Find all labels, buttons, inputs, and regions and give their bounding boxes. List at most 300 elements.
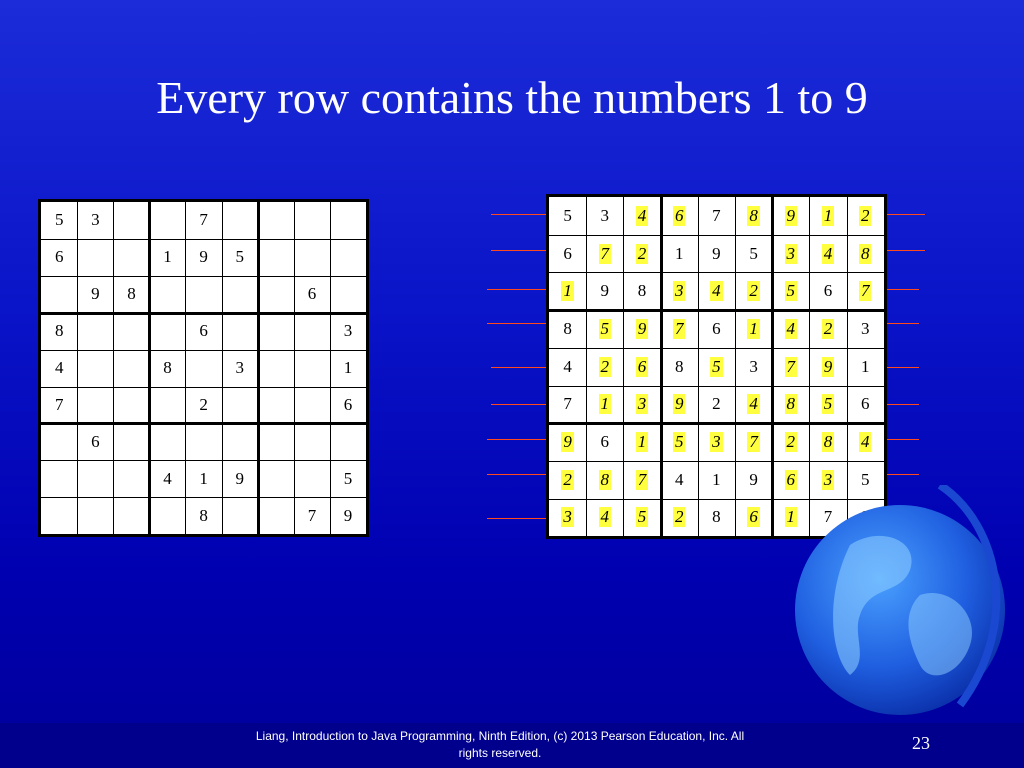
given-number: 6 bbox=[343, 394, 353, 414]
filled-number: 5 bbox=[786, 281, 796, 301]
sudoku-cell bbox=[809, 423, 846, 461]
sudoku-cell bbox=[623, 499, 660, 537]
sudoku-cell bbox=[549, 310, 586, 348]
sudoku-cell bbox=[330, 387, 366, 424]
filled-number: 3 bbox=[712, 432, 721, 452]
given-number: 8 bbox=[563, 318, 572, 338]
globe-icon bbox=[790, 485, 1010, 725]
given-number: 7 bbox=[199, 210, 208, 230]
sudoku-cell bbox=[77, 460, 113, 497]
grid-row-divider bbox=[41, 460, 366, 461]
grid-column-divider bbox=[330, 202, 331, 534]
filled-number: 1 bbox=[749, 318, 758, 338]
sudoku-cell bbox=[661, 461, 698, 499]
sudoku-cell bbox=[623, 348, 660, 386]
sudoku-cell bbox=[77, 423, 113, 460]
filled-number: 6 bbox=[674, 205, 684, 225]
sudoku-cell bbox=[735, 386, 772, 424]
grid-column-divider bbox=[660, 197, 663, 536]
sudoku-cell bbox=[847, 348, 884, 386]
given-number: 9 bbox=[749, 469, 758, 489]
sudoku-cell bbox=[294, 202, 330, 239]
given-number: 8 bbox=[163, 358, 172, 378]
sudoku-cell bbox=[222, 350, 258, 387]
sudoku-cell bbox=[41, 387, 77, 424]
sudoku-cell bbox=[149, 350, 185, 387]
given-number: 3 bbox=[91, 210, 100, 230]
filled-number: 6 bbox=[786, 469, 796, 489]
sudoku-cell bbox=[77, 387, 113, 424]
sudoku-cell bbox=[549, 272, 586, 310]
filled-number: 2 bbox=[786, 432, 796, 452]
sudoku-cell bbox=[847, 235, 884, 273]
sudoku-cell bbox=[222, 313, 258, 350]
sudoku-cell bbox=[847, 197, 884, 235]
sudoku-cell bbox=[623, 423, 660, 461]
filled-number: 9 bbox=[786, 205, 796, 225]
grid-row-divider bbox=[549, 272, 884, 273]
filled-number: 2 bbox=[674, 507, 684, 527]
sudoku-cell bbox=[661, 197, 698, 235]
sudoku-cell bbox=[77, 350, 113, 387]
grid-column-divider bbox=[113, 202, 114, 534]
sudoku-cell bbox=[586, 272, 623, 310]
sudoku-cell bbox=[661, 499, 698, 537]
filled-number: 7 bbox=[674, 318, 684, 338]
sudoku-cell bbox=[41, 423, 77, 460]
filled-number: 2 bbox=[600, 356, 610, 376]
sudoku-cell bbox=[586, 423, 623, 461]
sudoku-cell bbox=[113, 202, 149, 239]
filled-number: 1 bbox=[563, 281, 572, 301]
sudoku-cell bbox=[41, 350, 77, 387]
given-number: 7 bbox=[563, 394, 572, 414]
given-number: 1 bbox=[712, 469, 721, 489]
grid-row-divider bbox=[549, 461, 884, 462]
sudoku-cell bbox=[258, 239, 294, 276]
grid-row-divider bbox=[41, 239, 366, 240]
given-number: 5 bbox=[343, 468, 353, 488]
grid-column-divider bbox=[257, 202, 260, 534]
sudoku-cell bbox=[698, 423, 735, 461]
sudoku-cell bbox=[149, 313, 185, 350]
given-number: 3 bbox=[749, 356, 758, 376]
sudoku-cell bbox=[847, 423, 884, 461]
filled-number: 4 bbox=[600, 507, 610, 527]
sudoku-cell bbox=[661, 386, 698, 424]
sudoku-cell bbox=[809, 310, 846, 348]
grid-column-divider bbox=[771, 197, 774, 536]
sudoku-cell bbox=[809, 272, 846, 310]
sudoku-cell bbox=[113, 387, 149, 424]
given-number: 3 bbox=[600, 205, 610, 225]
sudoku-cell bbox=[698, 310, 735, 348]
sudoku-cell bbox=[549, 235, 586, 273]
sudoku-cell bbox=[149, 202, 185, 239]
given-number: 9 bbox=[235, 468, 244, 488]
sudoku-cell bbox=[185, 202, 221, 239]
filled-number: 7 bbox=[600, 243, 610, 263]
filled-number: 1 bbox=[823, 205, 833, 225]
sudoku-cell bbox=[41, 497, 77, 534]
sudoku-cell bbox=[294, 276, 330, 313]
filled-number: 4 bbox=[823, 243, 833, 263]
filled-number: 5 bbox=[637, 507, 647, 527]
sudoku-cell bbox=[735, 272, 772, 310]
sudoku-cell bbox=[113, 497, 149, 534]
sudoku-cell bbox=[149, 387, 185, 424]
sudoku-cell bbox=[41, 276, 77, 313]
grid-row-divider bbox=[549, 422, 884, 425]
sudoku-cell bbox=[698, 386, 735, 424]
given-number: 6 bbox=[55, 247, 64, 267]
filled-number: 5 bbox=[823, 394, 833, 414]
given-number: 8 bbox=[127, 284, 136, 304]
filled-number: 3 bbox=[637, 394, 647, 414]
sudoku-cell bbox=[113, 460, 149, 497]
given-number: 4 bbox=[163, 468, 172, 488]
sudoku-cell bbox=[149, 460, 185, 497]
grid-row-divider bbox=[41, 276, 366, 277]
sudoku-cell bbox=[185, 313, 221, 350]
footer-line-1: Liang, Introduction to Java Programming, Ninth Edition, (c) 2013 Pearson Education, Inc. All bbox=[255, 729, 745, 743]
sudoku-cell bbox=[549, 348, 586, 386]
filled-number: 7 bbox=[637, 469, 647, 489]
given-number: 6 bbox=[600, 432, 610, 452]
given-number: 9 bbox=[199, 247, 208, 267]
given-number: 8 bbox=[712, 507, 721, 527]
filled-number: 3 bbox=[563, 507, 572, 527]
sudoku-cell bbox=[113, 239, 149, 276]
given-number: 7 bbox=[55, 394, 64, 414]
sudoku-cell bbox=[258, 202, 294, 239]
filled-number: 4 bbox=[860, 432, 870, 452]
grid-column-divider bbox=[77, 202, 78, 534]
filled-number: 2 bbox=[860, 205, 870, 225]
sudoku-cell bbox=[549, 386, 586, 424]
filled-number: 2 bbox=[823, 318, 833, 338]
given-number: 7 bbox=[823, 507, 833, 527]
page-number: 23 bbox=[912, 733, 930, 753]
given-number: 2 bbox=[712, 394, 721, 414]
sudoku-cell bbox=[809, 235, 846, 273]
filled-number: 2 bbox=[637, 243, 647, 263]
sudoku-cell bbox=[623, 235, 660, 273]
sudoku-cell bbox=[586, 310, 623, 348]
sudoku-cell bbox=[185, 497, 221, 534]
filled-number: 5 bbox=[600, 318, 610, 338]
sudoku-cell bbox=[735, 197, 772, 235]
filled-number: 6 bbox=[637, 356, 647, 376]
sudoku-cell bbox=[185, 387, 221, 424]
sudoku-cell bbox=[330, 423, 366, 460]
sudoku-cell bbox=[258, 350, 294, 387]
sudoku-cell bbox=[809, 386, 846, 424]
grid-column-divider bbox=[698, 197, 699, 536]
sudoku-cell bbox=[698, 461, 735, 499]
sudoku-cell bbox=[698, 348, 735, 386]
filled-number: 9 bbox=[563, 432, 572, 452]
given-number: 5 bbox=[860, 469, 870, 489]
sudoku-cell bbox=[222, 387, 258, 424]
given-number: 5 bbox=[235, 247, 244, 267]
grid-column-divider bbox=[623, 197, 624, 536]
sudoku-cell bbox=[847, 272, 884, 310]
given-number: 3 bbox=[343, 321, 353, 341]
sudoku-cell bbox=[735, 461, 772, 499]
sudoku-cell bbox=[330, 460, 366, 497]
given-number: 9 bbox=[712, 243, 721, 263]
sudoku-cell bbox=[113, 423, 149, 460]
sudoku-cell bbox=[735, 310, 772, 348]
sudoku-cell bbox=[549, 423, 586, 461]
sudoku-cell bbox=[185, 276, 221, 313]
given-number: 5 bbox=[749, 243, 758, 263]
filled-number: 7 bbox=[749, 432, 758, 452]
sudoku-cell bbox=[698, 499, 735, 537]
grid-column-divider bbox=[185, 202, 186, 534]
sudoku-cell bbox=[294, 387, 330, 424]
sudoku-cell bbox=[735, 499, 772, 537]
sudoku-cell bbox=[330, 350, 366, 387]
given-number: 9 bbox=[343, 505, 353, 525]
sudoku-cell bbox=[294, 239, 330, 276]
sudoku-cell bbox=[586, 197, 623, 235]
grid-column-divider bbox=[735, 197, 736, 536]
filled-number: 7 bbox=[786, 356, 796, 376]
given-number: 1 bbox=[199, 468, 208, 488]
sudoku-cell bbox=[330, 313, 366, 350]
sudoku-cell bbox=[41, 239, 77, 276]
given-number: 8 bbox=[55, 321, 64, 341]
sudoku-cell bbox=[222, 239, 258, 276]
sudoku-cell bbox=[294, 460, 330, 497]
given-number: 4 bbox=[674, 469, 684, 489]
sudoku-cell bbox=[623, 272, 660, 310]
sudoku-cell bbox=[623, 461, 660, 499]
given-number: 9 bbox=[91, 284, 100, 304]
filled-number: 3 bbox=[786, 243, 796, 263]
given-number: 6 bbox=[712, 318, 721, 338]
filled-number: 1 bbox=[600, 394, 610, 414]
sudoku-cell bbox=[809, 348, 846, 386]
given-number: 9 bbox=[600, 281, 610, 301]
sudoku-cell bbox=[661, 272, 698, 310]
sudoku-cell bbox=[847, 386, 884, 424]
sudoku-cell bbox=[222, 497, 258, 534]
grid-row-divider bbox=[41, 387, 366, 388]
sudoku-cell bbox=[222, 460, 258, 497]
sudoku-cell bbox=[41, 313, 77, 350]
given-number: 5 bbox=[55, 210, 64, 230]
given-number: 1 bbox=[163, 247, 172, 267]
sudoku-cell bbox=[772, 272, 809, 310]
sudoku-cell bbox=[185, 423, 221, 460]
sudoku-cell bbox=[294, 497, 330, 534]
given-number: 7 bbox=[712, 205, 721, 225]
grid-row-divider bbox=[549, 348, 884, 349]
sudoku-cell bbox=[586, 499, 623, 537]
sudoku-cell bbox=[772, 386, 809, 424]
given-number: 6 bbox=[199, 321, 208, 341]
filled-number: 9 bbox=[637, 318, 647, 338]
sudoku-cell bbox=[258, 387, 294, 424]
sudoku-cell bbox=[698, 197, 735, 235]
grid-column-divider bbox=[294, 202, 295, 534]
filled-number: 8 bbox=[823, 432, 833, 452]
sudoku-cell bbox=[330, 239, 366, 276]
grid-row-divider bbox=[549, 235, 884, 236]
sudoku-cell bbox=[586, 235, 623, 273]
filled-number: 8 bbox=[786, 394, 796, 414]
sudoku-cell bbox=[258, 423, 294, 460]
sudoku-cell bbox=[549, 499, 586, 537]
sudoku-cell bbox=[549, 197, 586, 235]
filled-number: 2 bbox=[749, 281, 758, 301]
filled-number: 9 bbox=[674, 394, 684, 414]
filled-number: 5 bbox=[712, 356, 721, 376]
filled-number: 8 bbox=[600, 469, 610, 489]
sudoku-cell bbox=[149, 239, 185, 276]
given-number: 6 bbox=[823, 281, 833, 301]
sudoku-cell bbox=[586, 386, 623, 424]
footer-copyright bbox=[200, 728, 800, 762]
sudoku-cell bbox=[661, 310, 698, 348]
sudoku-cell bbox=[661, 348, 698, 386]
filled-number: 9 bbox=[823, 356, 833, 376]
sudoku-cell bbox=[772, 348, 809, 386]
sudoku-cell bbox=[77, 276, 113, 313]
given-number: 6 bbox=[563, 243, 572, 263]
sudoku-cell bbox=[113, 276, 149, 313]
grid-row-divider bbox=[41, 422, 366, 425]
filled-number: 6 bbox=[749, 507, 758, 527]
given-number: 6 bbox=[307, 284, 317, 304]
sudoku-cell bbox=[41, 460, 77, 497]
sudoku-cell bbox=[222, 276, 258, 313]
sudoku-cell bbox=[149, 497, 185, 534]
given-number: 1 bbox=[860, 356, 870, 376]
sudoku-cell bbox=[222, 202, 258, 239]
filled-number: 4 bbox=[637, 205, 647, 225]
grid-row-divider bbox=[549, 386, 884, 387]
sudoku-cell bbox=[698, 272, 735, 310]
sudoku-cell bbox=[185, 350, 221, 387]
sudoku-cell bbox=[258, 497, 294, 534]
sudoku-cell bbox=[294, 350, 330, 387]
filled-number: 4 bbox=[712, 281, 721, 301]
sudoku-cell bbox=[330, 276, 366, 313]
filled-number: 1 bbox=[637, 432, 647, 452]
sudoku-cell bbox=[847, 310, 884, 348]
sudoku-cell bbox=[149, 276, 185, 313]
sudoku-cell bbox=[809, 197, 846, 235]
given-number: 2 bbox=[199, 394, 208, 414]
grid-column-divider bbox=[586, 197, 587, 536]
given-number: 5 bbox=[563, 205, 572, 225]
given-number: 4 bbox=[55, 358, 64, 378]
sudoku-cell bbox=[772, 235, 809, 273]
sudoku-cell bbox=[772, 310, 809, 348]
sudoku-cell bbox=[149, 423, 185, 460]
sudoku-cell bbox=[661, 423, 698, 461]
grid-row-divider bbox=[41, 312, 366, 315]
given-number: 3 bbox=[860, 318, 870, 338]
filled-number: 8 bbox=[860, 243, 870, 263]
grid-row-divider bbox=[41, 497, 366, 498]
given-number: 8 bbox=[674, 356, 684, 376]
grid-row-divider bbox=[41, 350, 366, 351]
sudoku-cell bbox=[735, 423, 772, 461]
sudoku-cell bbox=[294, 423, 330, 460]
sudoku-cell bbox=[623, 386, 660, 424]
sudoku-cell bbox=[661, 235, 698, 273]
sudoku-cell bbox=[735, 235, 772, 273]
filled-number: 2 bbox=[563, 469, 572, 489]
sudoku-cell bbox=[294, 313, 330, 350]
sudoku-cell bbox=[258, 460, 294, 497]
given-number: 1 bbox=[343, 358, 353, 378]
given-number: 8 bbox=[637, 281, 647, 301]
sudoku-cell bbox=[772, 423, 809, 461]
sudoku-cell bbox=[77, 497, 113, 534]
given-number: 4 bbox=[563, 356, 572, 376]
footer-line-2: rights reserved. bbox=[458, 746, 542, 760]
sudoku-cell bbox=[113, 350, 149, 387]
sudoku-cell bbox=[330, 497, 366, 534]
sudoku-cell bbox=[185, 460, 221, 497]
filled-number: 3 bbox=[674, 281, 684, 301]
sudoku-cell bbox=[258, 276, 294, 313]
sudoku-cell bbox=[772, 197, 809, 235]
given-number: 6 bbox=[91, 431, 100, 451]
filled-number: 7 bbox=[860, 281, 870, 301]
filled-number: 8 bbox=[749, 205, 758, 225]
sudoku-cell bbox=[698, 235, 735, 273]
sudoku-cell bbox=[586, 348, 623, 386]
given-number: 7 bbox=[307, 505, 317, 525]
sudoku-cell bbox=[586, 461, 623, 499]
slide-title: Every row contains the numbers 1 to 9 bbox=[156, 72, 868, 123]
filled-number: 4 bbox=[786, 318, 796, 338]
grid-column-divider bbox=[222, 202, 223, 534]
sudoku-cell bbox=[41, 202, 77, 239]
sudoku-cell bbox=[222, 423, 258, 460]
sudoku-cell bbox=[77, 313, 113, 350]
sudoku-cell bbox=[77, 202, 113, 239]
sudoku-cell bbox=[735, 348, 772, 386]
sudoku-cell bbox=[77, 239, 113, 276]
sudoku-cell bbox=[623, 197, 660, 235]
sudoku-cell bbox=[113, 313, 149, 350]
given-number: 8 bbox=[199, 505, 208, 525]
given-number: 3 bbox=[235, 358, 244, 378]
sudoku-cell bbox=[258, 313, 294, 350]
filled-number: 1 bbox=[786, 507, 796, 527]
sudoku-cell bbox=[623, 310, 660, 348]
filled-number: 5 bbox=[674, 432, 684, 452]
sudoku-cell bbox=[330, 202, 366, 239]
grid-column-divider bbox=[148, 202, 151, 534]
filled-number: 3 bbox=[823, 469, 833, 489]
filled-number: 4 bbox=[749, 394, 758, 414]
grid-row-divider bbox=[549, 309, 884, 312]
given-number: 1 bbox=[674, 243, 684, 263]
sudoku-cell bbox=[549, 461, 586, 499]
sudoku-cell bbox=[185, 239, 221, 276]
given-sudoku-grid bbox=[38, 199, 369, 537]
given-number: 6 bbox=[860, 394, 870, 414]
